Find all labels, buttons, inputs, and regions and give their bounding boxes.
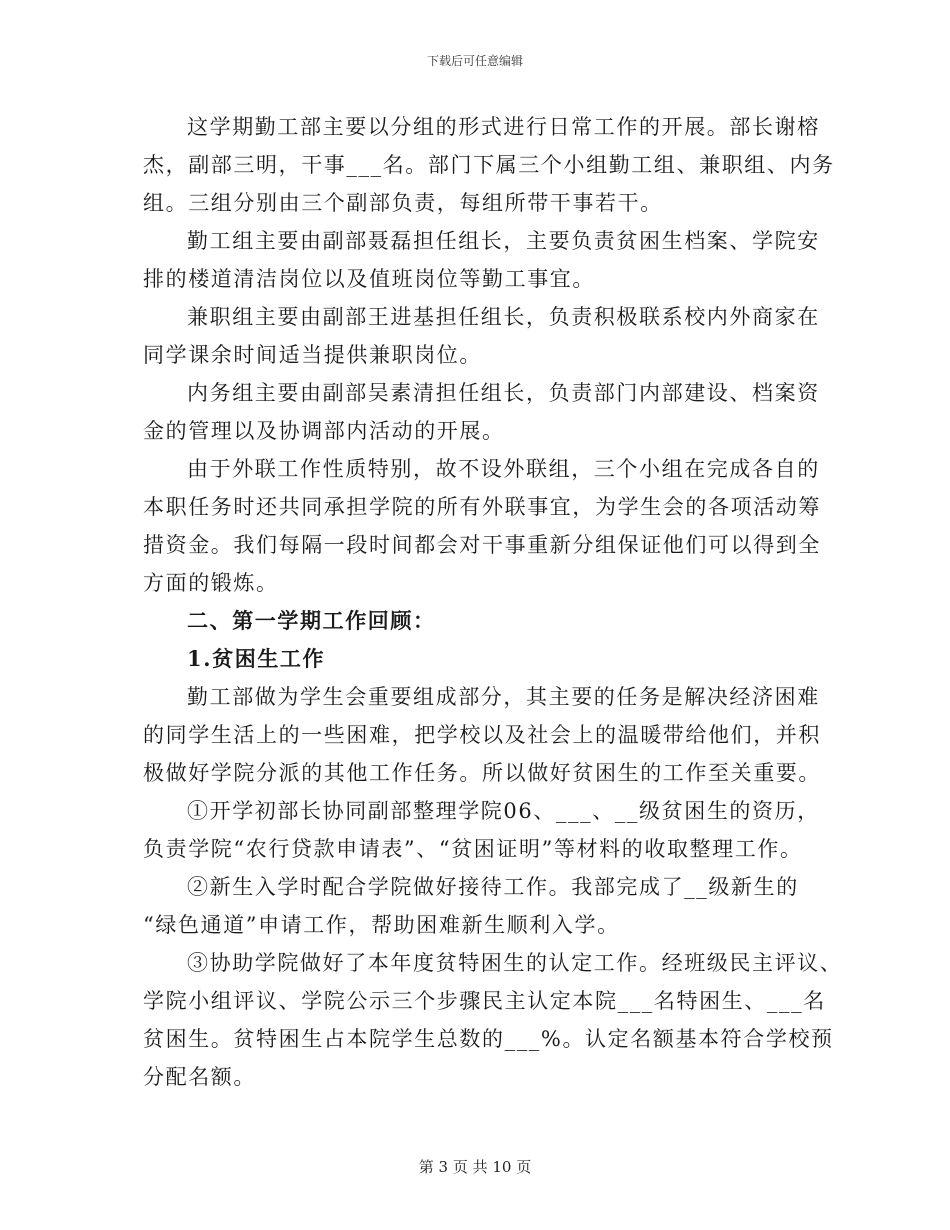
paragraph-line: 勤工部做为学生会重要组成部分，其主要的任务是解决经济困难 xyxy=(187,685,820,709)
page-header: 下载后可任意编辑 xyxy=(426,54,523,68)
paragraph-line: 负责学院“农行贷款申请表”、“贫困证明”等材料的收取整理工作。 xyxy=(143,837,803,861)
paragraph-line: 杰，副部三明，干事___名。部门下属三个小组勤工组、兼职组、内务 xyxy=(143,153,835,177)
paragraph-line: 这学期勤工部主要以分组的形式进行日常工作的开展。部长谢榕 xyxy=(187,115,820,139)
paragraph-line: 分配名额。 xyxy=(143,1065,256,1089)
paragraph-line: 的同学生活上的一些困难，把学校以及社会上的温暖带给他们，并积 xyxy=(143,723,821,747)
document-body xyxy=(143,108,843,1096)
section-heading: 二、第一学期工作回顾： xyxy=(187,608,436,633)
page-footer: 第 3 页 共 10 页 xyxy=(418,1158,532,1176)
paragraph-line: 贫困生。贫特困生占本院学生总数的___%。认定名额基本符合学校预 xyxy=(143,1027,834,1051)
paragraph-line: 金的管理以及协调部内活动的开展。 xyxy=(143,419,505,443)
paragraph-line: 方面的锻炼。 xyxy=(143,571,279,595)
paragraph-line: 措资金。我们每隔一段时间都会对干事重新分组保证他们可以得到全 xyxy=(143,533,821,557)
paragraph-line: 内务组主要由副部吴素清担任组长，负责部门内部建设、档案资 xyxy=(187,381,820,405)
paragraph-line: 勤工组主要由副部聂磊担任组长，主要负责贫困生档案、学院安 xyxy=(187,229,820,253)
paragraph-line: 本职任务时还共同承担学院的所有外联事宜，为学生会的各项活动筹 xyxy=(143,495,821,519)
paragraph-line: 同学课余时间适当提供兼职岗位。 xyxy=(143,343,482,367)
paragraph-line: “绿色通道”申请工作，帮助困难新生顺利入学。 xyxy=(143,913,620,937)
paragraph-line: 由于外联工作性质特别，故不设外联组，三个小组在完成各自的 xyxy=(187,457,820,481)
paragraph-line: ③协助学院做好了本年度贫特困生的认定工作。经班级民主评议、 xyxy=(187,951,843,975)
paragraph-line: 组。三组分别由三个副部负责，每组所带干事若干。 xyxy=(143,191,663,215)
paragraph-line: 极做好学院分派的其他工作任务。所以做好贫困生的工作至关重要。 xyxy=(143,761,821,785)
paragraph-line: 排的楼道清洁岗位以及值班岗位等勤工事宜。 xyxy=(143,267,595,291)
paragraph-line: ②新生入学时配合学院做好接待工作。我部完成了__级新生的 xyxy=(187,875,799,899)
paragraph-line: 学院小组评议、学院公示三个步骤民主认定本院___名特困生、___名 xyxy=(143,989,826,1013)
subsection-heading: 1.贫困生工作 xyxy=(187,646,326,671)
paragraph-line: 兼职组主要由副部王进基担任组长，负责积极联系校内外商家在 xyxy=(187,305,820,329)
paragraph-line: ①开学初部长协同副部整理学院06、___、__级贫困生的资历， xyxy=(187,799,820,823)
